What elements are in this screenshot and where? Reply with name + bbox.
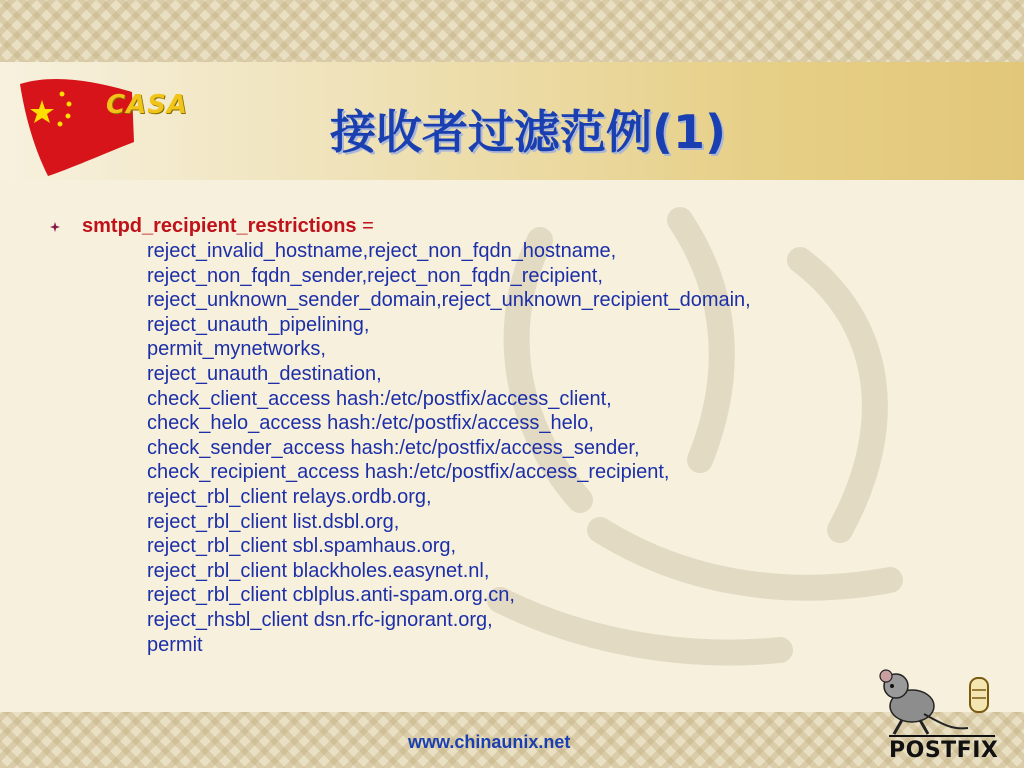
restriction-value: reject_rhsbl_client dsn.rfc-ignorant.org,: [147, 608, 493, 631]
slide-title: 接收者过滤范例(1): [330, 105, 727, 159]
footer-url[interactable]: www.chinaunix.net: [408, 732, 571, 752]
restriction-value: reject_unauth_destination,: [147, 362, 382, 385]
restriction-value: reject_rbl_client cblplus.anti-spam.org.cn,: [147, 584, 515, 607]
postfix-logo-label: POSTFIX: [889, 738, 999, 763]
restriction-value: check_recipient_access hash:/etc/postfix/access_recipient,: [147, 461, 670, 484]
casa-logo-text: CASA: [106, 90, 189, 120]
restriction-values: [147, 239, 751, 657]
parameter-operator: =: [356, 215, 374, 237]
restriction-value: check_sender_access hash:/etc/postfix/access_sender,: [147, 436, 640, 459]
postfix-logo-rule: [889, 735, 995, 737]
restriction-value: permit_mynetworks,: [147, 338, 326, 361]
postfix-mouse-icon: [872, 664, 992, 736]
restriction-value: permit: [147, 633, 203, 656]
restriction-value: reject_rbl_client sbl.spamhaus.org,: [147, 535, 457, 558]
parameter-name: smtpd_recipient_restrictions: [82, 215, 357, 237]
restriction-value: reject_rbl_client relays.ordb.org,: [147, 485, 432, 508]
diamond-bullet-icon: [50, 222, 60, 232]
restriction-value: reject_invalid_hostname,reject_non_fqdn_hostname,: [147, 240, 617, 262]
parameter-line: [82, 214, 374, 239]
restriction-value: reject_rbl_client list.dsbl.org,: [147, 510, 400, 533]
casa-logo: [12, 72, 212, 178]
restriction-value: reject_rbl_client blackholes.easynet.nl,: [147, 559, 490, 582]
restriction-value: reject_unknown_sender_domain,reject_unknown_recipient_domain,: [147, 289, 751, 312]
restriction-value: check_client_access hash:/etc/postfix/access_client,: [147, 387, 612, 410]
restriction-value: reject_non_fqdn_sender,reject_non_fqdn_recipient,: [147, 264, 603, 287]
top-decorative-border: [0, 0, 1024, 62]
restriction-value: check_helo_access hash:/etc/postfix/access_helo,: [147, 412, 594, 435]
restriction-value: reject_unauth_pipelining,: [147, 313, 370, 336]
